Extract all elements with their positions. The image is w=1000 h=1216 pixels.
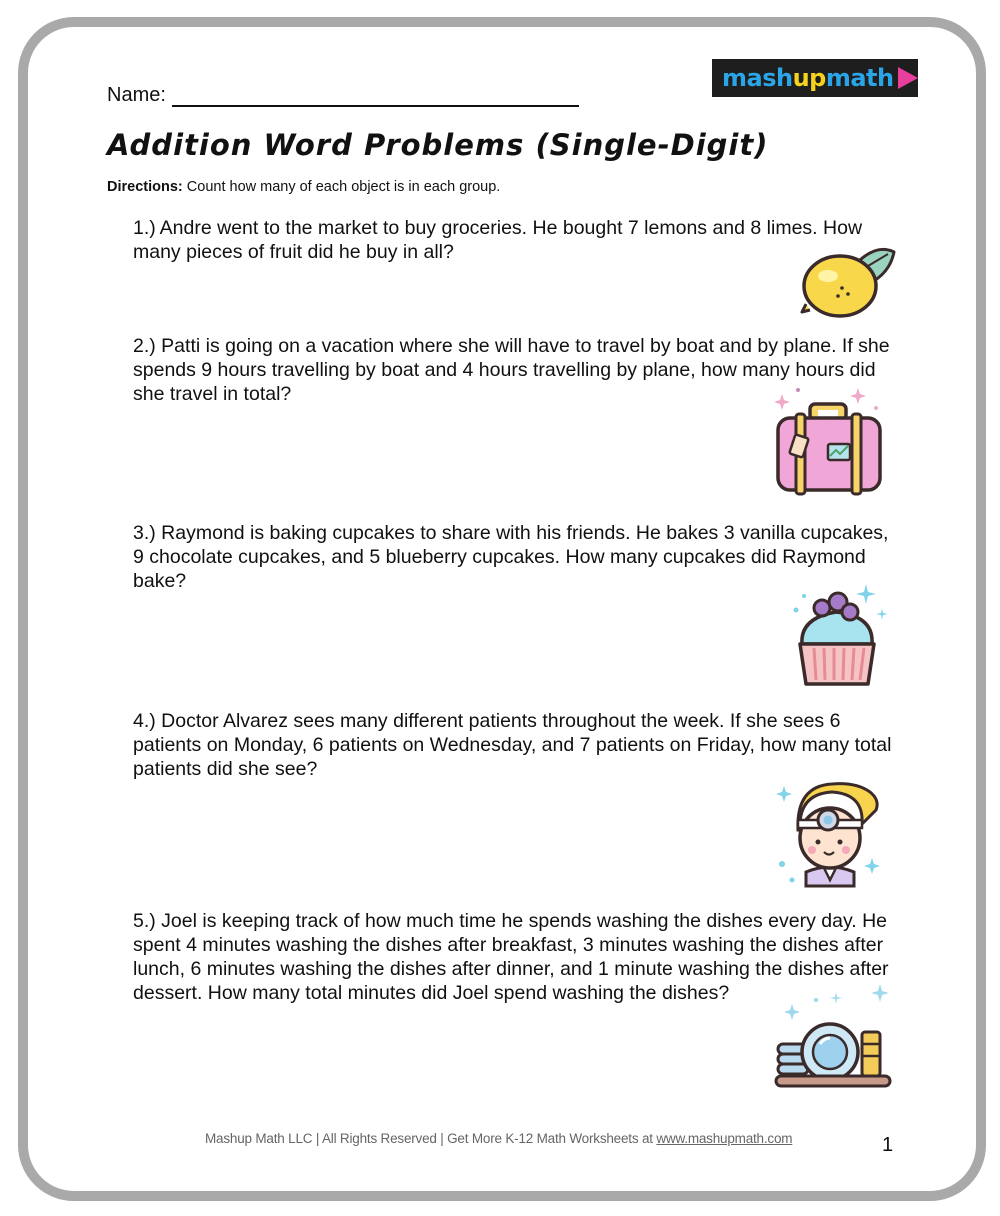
footer-text: Mashup Math LLC | All Rights Reserved | Get More K-12 Math Worksheets at: [205, 1131, 657, 1146]
directions: [107, 179, 500, 195]
footer-link[interactable]: www.mashupmath.com: [656, 1131, 793, 1146]
problem-5: 5.) Joel is keeping track of how much time he spends washing the dishes every day. He spent 4 minutes washing the dishes after breakfast, 3 minutes washing the dishes after lunch, 6 minutes washing the dishes after dinner, and 1 minute washing the dishes after dessert. How many total minutes did Joel spend washing the dishes?: [133, 910, 889, 1004]
problem-2: 2.) Patti is going on a vacation where she will have to travel by boat and by plane. If she spends 9 hours travelling by boat and 4 hours travelling by plane, how many hours did she travel in total?: [133, 335, 890, 405]
page-title: Addition Word Problems (Single-Digit): [107, 128, 769, 162]
dishes-icon: [772, 980, 894, 1090]
name-field: [107, 84, 579, 107]
directions-label: Directions:: [107, 179, 183, 195]
name-write-line: [172, 85, 579, 107]
mashupmath-logo: mash up math: [712, 59, 918, 97]
footer: [205, 1131, 792, 1146]
play-arrow-icon: [898, 67, 918, 89]
problem-1: 1.) Andre went to the market to buy groceries. He bought 7 lemons and 8 limes. How many pieces of fruit did he buy in all?: [133, 217, 863, 263]
page-number: 1: [882, 1134, 894, 1156]
doctor-icon: [776, 780, 886, 888]
suitcase-icon: [772, 386, 884, 496]
name-label: Name:: [107, 84, 166, 106]
lemon-icon: [798, 238, 898, 322]
problem-4: 4.) Doctor Alvarez sees many different patients throughout the week. If she sees 6 patients on Monday, 6 patients on Wednesday, and 7 patients on Friday, how many total patients did she see?: [133, 710, 892, 780]
directions-text: Count how many of each object is in each group.: [186, 179, 501, 195]
cupcake-icon: [788, 582, 892, 690]
problem-3: 3.) Raymond is baking cupcakes to share with his friends. He bakes 3 vanilla cupcakes, 9 chocolate cupcakes, and 5 blueberry cupcakes. How many cupcakes did Raymond bake?: [133, 522, 889, 592]
